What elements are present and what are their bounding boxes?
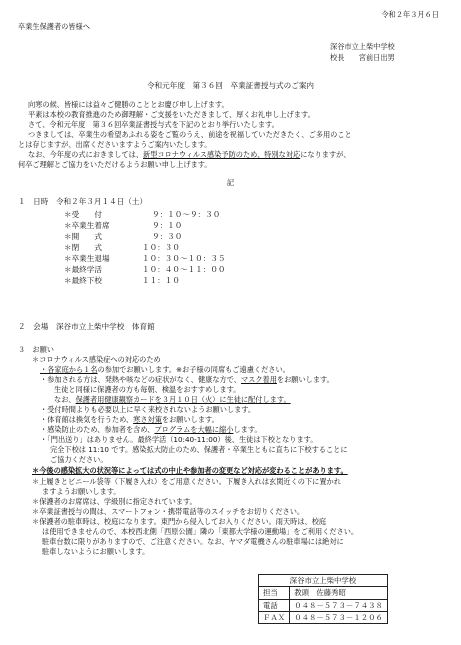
document-date: 令和２年３月６日 xyxy=(381,10,439,19)
intro-line: さて、令和元年度 第３６回卒業証書授与式を下記のとおり挙行いたします。 xyxy=(28,120,279,129)
request-emphasis: 保護者用健康観察カードを３月１０日（火）に生徒に配付します。 xyxy=(75,395,291,404)
addressee: 卒業生保護者の皆様へ xyxy=(18,22,90,31)
contact-label: ＦＡＸ xyxy=(259,611,290,623)
schedule-time: ９：１０ xyxy=(152,221,183,230)
schedule-time: １０：４０～１１：００ xyxy=(142,265,226,274)
requests-heading: ３ お願い xyxy=(18,345,54,354)
intro-paragraph xyxy=(18,100,448,170)
schedule-label: ＊卒業生着席 xyxy=(64,221,110,230)
school-name: 深谷市立上柴中学校 xyxy=(330,42,395,51)
schedule-time: １１：１０ xyxy=(142,276,180,285)
contact-value: 教頭 佐藤秀昭 xyxy=(290,587,388,599)
schedule-time: ９：１０～９：３０ xyxy=(152,210,221,219)
request-item: は使用できませんので、本校西北側「西原公園」隣の「東都大学様の運動場」をご利用ください。 xyxy=(42,527,359,536)
contact-label: 電話 xyxy=(259,599,290,611)
intro-line: 何卒ご理解とご協力をいただけるようお願い申し上げます。 xyxy=(18,160,212,169)
request-item: ＊保護者のお席席は、学級別に指定されています。 xyxy=(32,497,197,506)
request-emphasis: ・各家庭から１名 xyxy=(40,365,98,374)
request-emphasis: マスク着用 xyxy=(240,375,277,384)
request-item xyxy=(40,375,334,384)
contact-label: 担当 xyxy=(259,587,290,599)
request-text: ・体育館は換気を行うため、 xyxy=(40,415,134,424)
request-important-notice: ＊今後の感染拡大の状況等によっては式の中止や参加者の変更など対応が変わることがあります。 xyxy=(32,466,348,475)
schedule-list xyxy=(64,210,364,288)
request-item: ますようお願いします。 xyxy=(42,487,121,496)
contact-value: ０４８－５７３－１２０６ xyxy=(290,611,388,623)
request-emphasis: プログラムを大幅に縮小 xyxy=(154,425,234,434)
contact-value: ０４８－５７３－７４３８ xyxy=(290,599,388,611)
document-title: 令和元年度 第３６回 卒業証書授与式のご案内 xyxy=(146,81,315,90)
intro-line: とは存じますが、出席くださいますようご案内いたします。 xyxy=(18,140,212,149)
request-text: なお、 xyxy=(54,395,76,404)
schedule-label: ＊最終学活 xyxy=(64,265,102,274)
intro-line: 平素は本校の教育推進のため御理解・ご支援をいただきまして、厚くお礼申し上げます。 xyxy=(28,110,315,119)
request-emphasis: 寒さ対策 xyxy=(133,415,162,424)
request-item: ・「門出送り」はありません。最終学活（10:40-11:00）後、生徒は下校となります。 xyxy=(40,435,318,444)
schedule-time: ９：３０ xyxy=(152,232,183,241)
requests-list xyxy=(32,355,456,565)
contact-school: 深谷市立上柴中学校 xyxy=(259,575,388,587)
contact-box xyxy=(258,574,388,624)
request-item: 生徒と同様に保護者の方も毎朝、検温をおすすめします。 xyxy=(54,385,241,394)
datetime-heading: １ 日時 令和２年３月１４日（土） xyxy=(18,197,148,206)
intro-text: になりますが、 xyxy=(300,150,351,159)
request-item: ＊保護者の駐車時は、校庭になります。東門から侵入してお入りください。雨天時は、校庭 xyxy=(32,517,327,526)
request-item: ご協力ください。 xyxy=(50,455,108,464)
request-text: ・感染防止のため、参加者を含め、 xyxy=(40,425,155,434)
schedule-label: ＊卒業生退場 xyxy=(64,254,110,263)
request-item: 完全下校は 11:10 です。感染拡大防止のため、保護者・卒業生ともに直ちに下校することに xyxy=(50,445,348,454)
request-item xyxy=(54,395,291,404)
schedule-time: １０：３０ xyxy=(142,243,180,252)
request-item xyxy=(40,415,219,424)
request-item xyxy=(40,365,290,374)
intro-line xyxy=(28,150,351,159)
request-item: ＊上履きとビニール袋等（下履き入れ）をご用意ください。下履き入れは玄関近くの下に置かれ xyxy=(32,477,341,486)
principal-name: 校長 宮前日出男 xyxy=(330,53,395,62)
schedule-label: ＊最終下校 xyxy=(64,276,102,285)
schedule-time: １０：３０～１０：３５ xyxy=(142,254,226,263)
request-text: します。 xyxy=(233,425,262,434)
intro-line: つきましては、卒業生の希望あふれる姿をご覧のうえ、前途を祝福していただきたく、ご多用のこと xyxy=(28,130,352,139)
request-item: ＊卒業証書授与の間は、スマートフォン・携帯電話等のスイッチをお切りください。 xyxy=(32,507,305,516)
ki-heading: 記 xyxy=(226,178,235,187)
request-text: をお願いします。 xyxy=(276,375,334,384)
request-item: 駐車台数に限りがありますので、ご注意ください。なお、ヤマダ電機さんの駐車場には絶対に xyxy=(42,537,344,546)
request-item: 駐車しないようにお願いします。 xyxy=(42,547,150,556)
schedule-label: ＊閉 式 xyxy=(64,243,102,252)
venue-heading: ２ 会場 深谷市立上柴中学校 体育館 xyxy=(18,322,155,331)
request-text: をお願いします。 xyxy=(161,415,219,424)
schedule-label: ＊開 式 xyxy=(64,232,102,241)
intro-special-measures: 新型コロナウィルス感染予防のため、特別な対応 xyxy=(143,150,301,159)
request-text: の参加でお願いします。※お子様の同席もご遠慮ください。 xyxy=(97,365,290,374)
intro-text: なお、今年度の式におきましては、 xyxy=(28,150,144,159)
request-item xyxy=(40,425,262,434)
intro-line: 向寒の候、皆様には益々ご健勝のこととお慶び申し上げます。 xyxy=(28,100,229,109)
request-text: ・参加される方は、発熱や咳などの症状がなく、健康な方で、 xyxy=(40,375,241,384)
request-item: ・受付時間よりも必要以上に早く来校されないようお願いします。 xyxy=(40,405,256,414)
schedule-label: ＊受 付 xyxy=(64,210,102,219)
request-corona-heading: ＊コロナウィルス感染症への対応のため xyxy=(32,355,161,364)
